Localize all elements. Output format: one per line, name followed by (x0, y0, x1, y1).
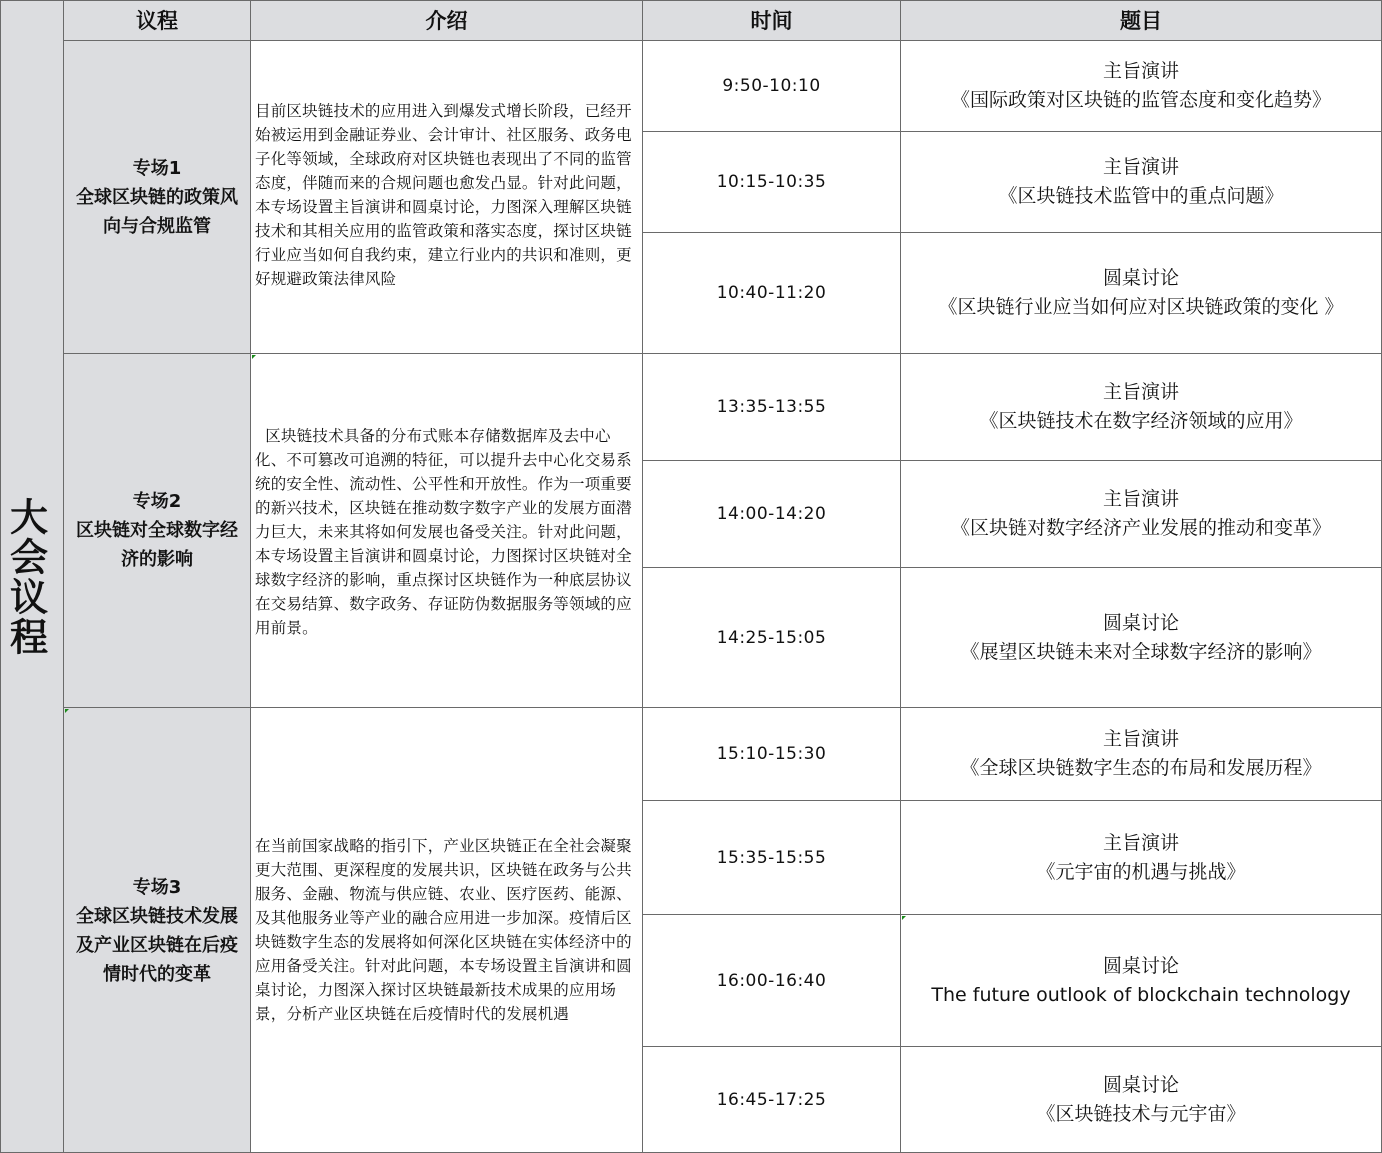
header-agenda: 议程 (64, 0, 251, 41)
talk-time: 14:00-14:20 (643, 461, 901, 568)
talk-topic (901, 568, 1382, 708)
talk-type: 圆桌讨论 (1102, 954, 1179, 977)
session-name: 专场2 (132, 491, 182, 512)
talk-time: 13:35-13:55 (643, 354, 901, 461)
talk-type: 主旨演讲 (1102, 381, 1179, 403)
talk-time: 10:40-11:20 (643, 233, 901, 354)
talk-title: 《展望区块链未来对全球数字经济的影响》 (960, 640, 1322, 663)
side-title: 大会议程 (3, 496, 48, 657)
intro-text: 目前区块链技术的应用进入到爆发式增长阶段，已经开始被运用到金融证券业、会计审计、社区服务、政务电子化等领域，全球政府对区块链也表现出了不同的监管态度，伴随而来的合规问题也愈发凸显。针对此问题，本专场设置主旨演讲和圆桌讨论，力图深入理解区块链技术和其相关应用的监管政策和落实态度，探讨区块链行业应当如何自我约束，建立行业内的共识和准则，更好规避政策法律风险 (255, 102, 632, 288)
talk-topic (901, 233, 1382, 354)
talk-type: 主旨演讲 (1102, 60, 1179, 82)
talk-topic (901, 1047, 1382, 1153)
cell-marker (252, 355, 256, 359)
session-2-intro (251, 354, 643, 708)
talk-time: 16:45-17:25 (643, 1047, 901, 1153)
talk-title: 《国际政策对区块链的监管态度和变化趋势》 (950, 89, 1331, 111)
talk-title: The future outlook of blockchain technology (931, 983, 1351, 1006)
talk-title: 《区块链对数字经济产业发展的推动和变革》 (950, 517, 1331, 539)
talk-title: 《区块链行业应当如何应对区块链政策的变化 》 (938, 296, 1344, 318)
talk-topic (901, 915, 1382, 1047)
session-title-line: 全球区块链技术发展 (76, 905, 238, 927)
header-intro: 介绍 (251, 0, 643, 41)
session-name: 专场3 (132, 876, 182, 898)
header-time: 时间 (643, 0, 901, 41)
session-1-title (64, 41, 251, 354)
talk-topic (901, 708, 1382, 801)
talk-type: 圆桌讨论 (1102, 611, 1179, 634)
talk-title: 《全球区块链数字生态的布局和发展历程》 (960, 757, 1322, 779)
talk-type: 主旨演讲 (1102, 831, 1179, 854)
session-title-line: 情时代的变革 (103, 963, 211, 985)
side-title-cell (0, 0, 64, 1153)
talk-type: 主旨演讲 (1102, 488, 1179, 510)
talk-type: 圆桌讨论 (1102, 267, 1179, 289)
talk-time: 15:35-15:55 (643, 801, 901, 915)
session-title-line: 向与合规监管 (103, 215, 211, 237)
cell-marker (65, 709, 69, 713)
talk-topic (901, 354, 1382, 461)
session-title-line: 区块链对全球数字经 (76, 520, 238, 541)
talk-title: 《元宇宙的机遇与挑战》 (1036, 860, 1246, 883)
session-1-intro (251, 41, 643, 354)
talk-time: 16:00-16:40 (643, 915, 901, 1047)
session-3-title (64, 708, 251, 1153)
session-title-line: 全球区块链的政策风 (76, 186, 238, 208)
session-3-intro (251, 708, 643, 1153)
session-name: 专场1 (132, 157, 182, 179)
intro-text: 在当前国家战略的指引下，产业区块链正在全社会凝聚更大范围、更深程度的发展共识，区块链在政务与公共服务、金融、物流与供应链、农业、医疗医药、能源、及其他服务业等产业的融合应用进一步加深。疫情后区块链数字生态的发展将如何深化区块链在实体经济中的应用备受关注。针对此问题，本专场设置主旨演讲和圆桌讨论，力图深入探讨区块链最新技术成果的应用场景，分析产业区块链在后疫情时代的发展机遇 (255, 836, 632, 1023)
talk-topic (901, 132, 1382, 233)
header-topic: 题目 (901, 0, 1382, 41)
talk-time: 15:10-15:30 (643, 708, 901, 801)
talk-title: 《区块链技术监管中的重点问题》 (998, 185, 1284, 207)
session-2-title (64, 354, 251, 708)
talk-topic (901, 461, 1382, 568)
session-title-line: 及产业区块链在后疫 (76, 934, 238, 956)
talk-topic (901, 41, 1382, 132)
talk-type: 圆桌讨论 (1102, 1074, 1179, 1096)
talk-time: 9:50-10:10 (643, 41, 901, 132)
session-title-line: 济的影响 (121, 549, 193, 570)
talk-type: 主旨演讲 (1102, 728, 1179, 750)
talk-topic (901, 801, 1382, 915)
talk-time: 10:15-10:35 (643, 132, 901, 233)
talk-type: 主旨演讲 (1102, 156, 1179, 178)
talk-time: 14:25-15:05 (643, 568, 901, 708)
talk-title: 《区块链技术与元宇宙》 (1036, 1103, 1246, 1125)
cell-marker (902, 916, 906, 920)
intro-text: 区块链技术具备的分布式账本存储数据库及去中心化、不可篡改可追溯的特征，可以提升去中心化交易系统的安全性、流动性、公平性和开放性。作为一项重要的新兴技术，区块链在推动数字数字产业的发展方面潜力巨大，未来其将如何发展也备受关注。针对此问题，本专场设置主旨演讲和圆桌讨论，力图探讨区块链对全球数字经济的影响，重点探讨区块链作为一种底层协议在交易结算、数字政务、存证防伪数据服务等领域的应用前景。 (255, 426, 632, 637)
talk-title: 《区块链技术在数字经济领域的应用》 (979, 410, 1303, 432)
